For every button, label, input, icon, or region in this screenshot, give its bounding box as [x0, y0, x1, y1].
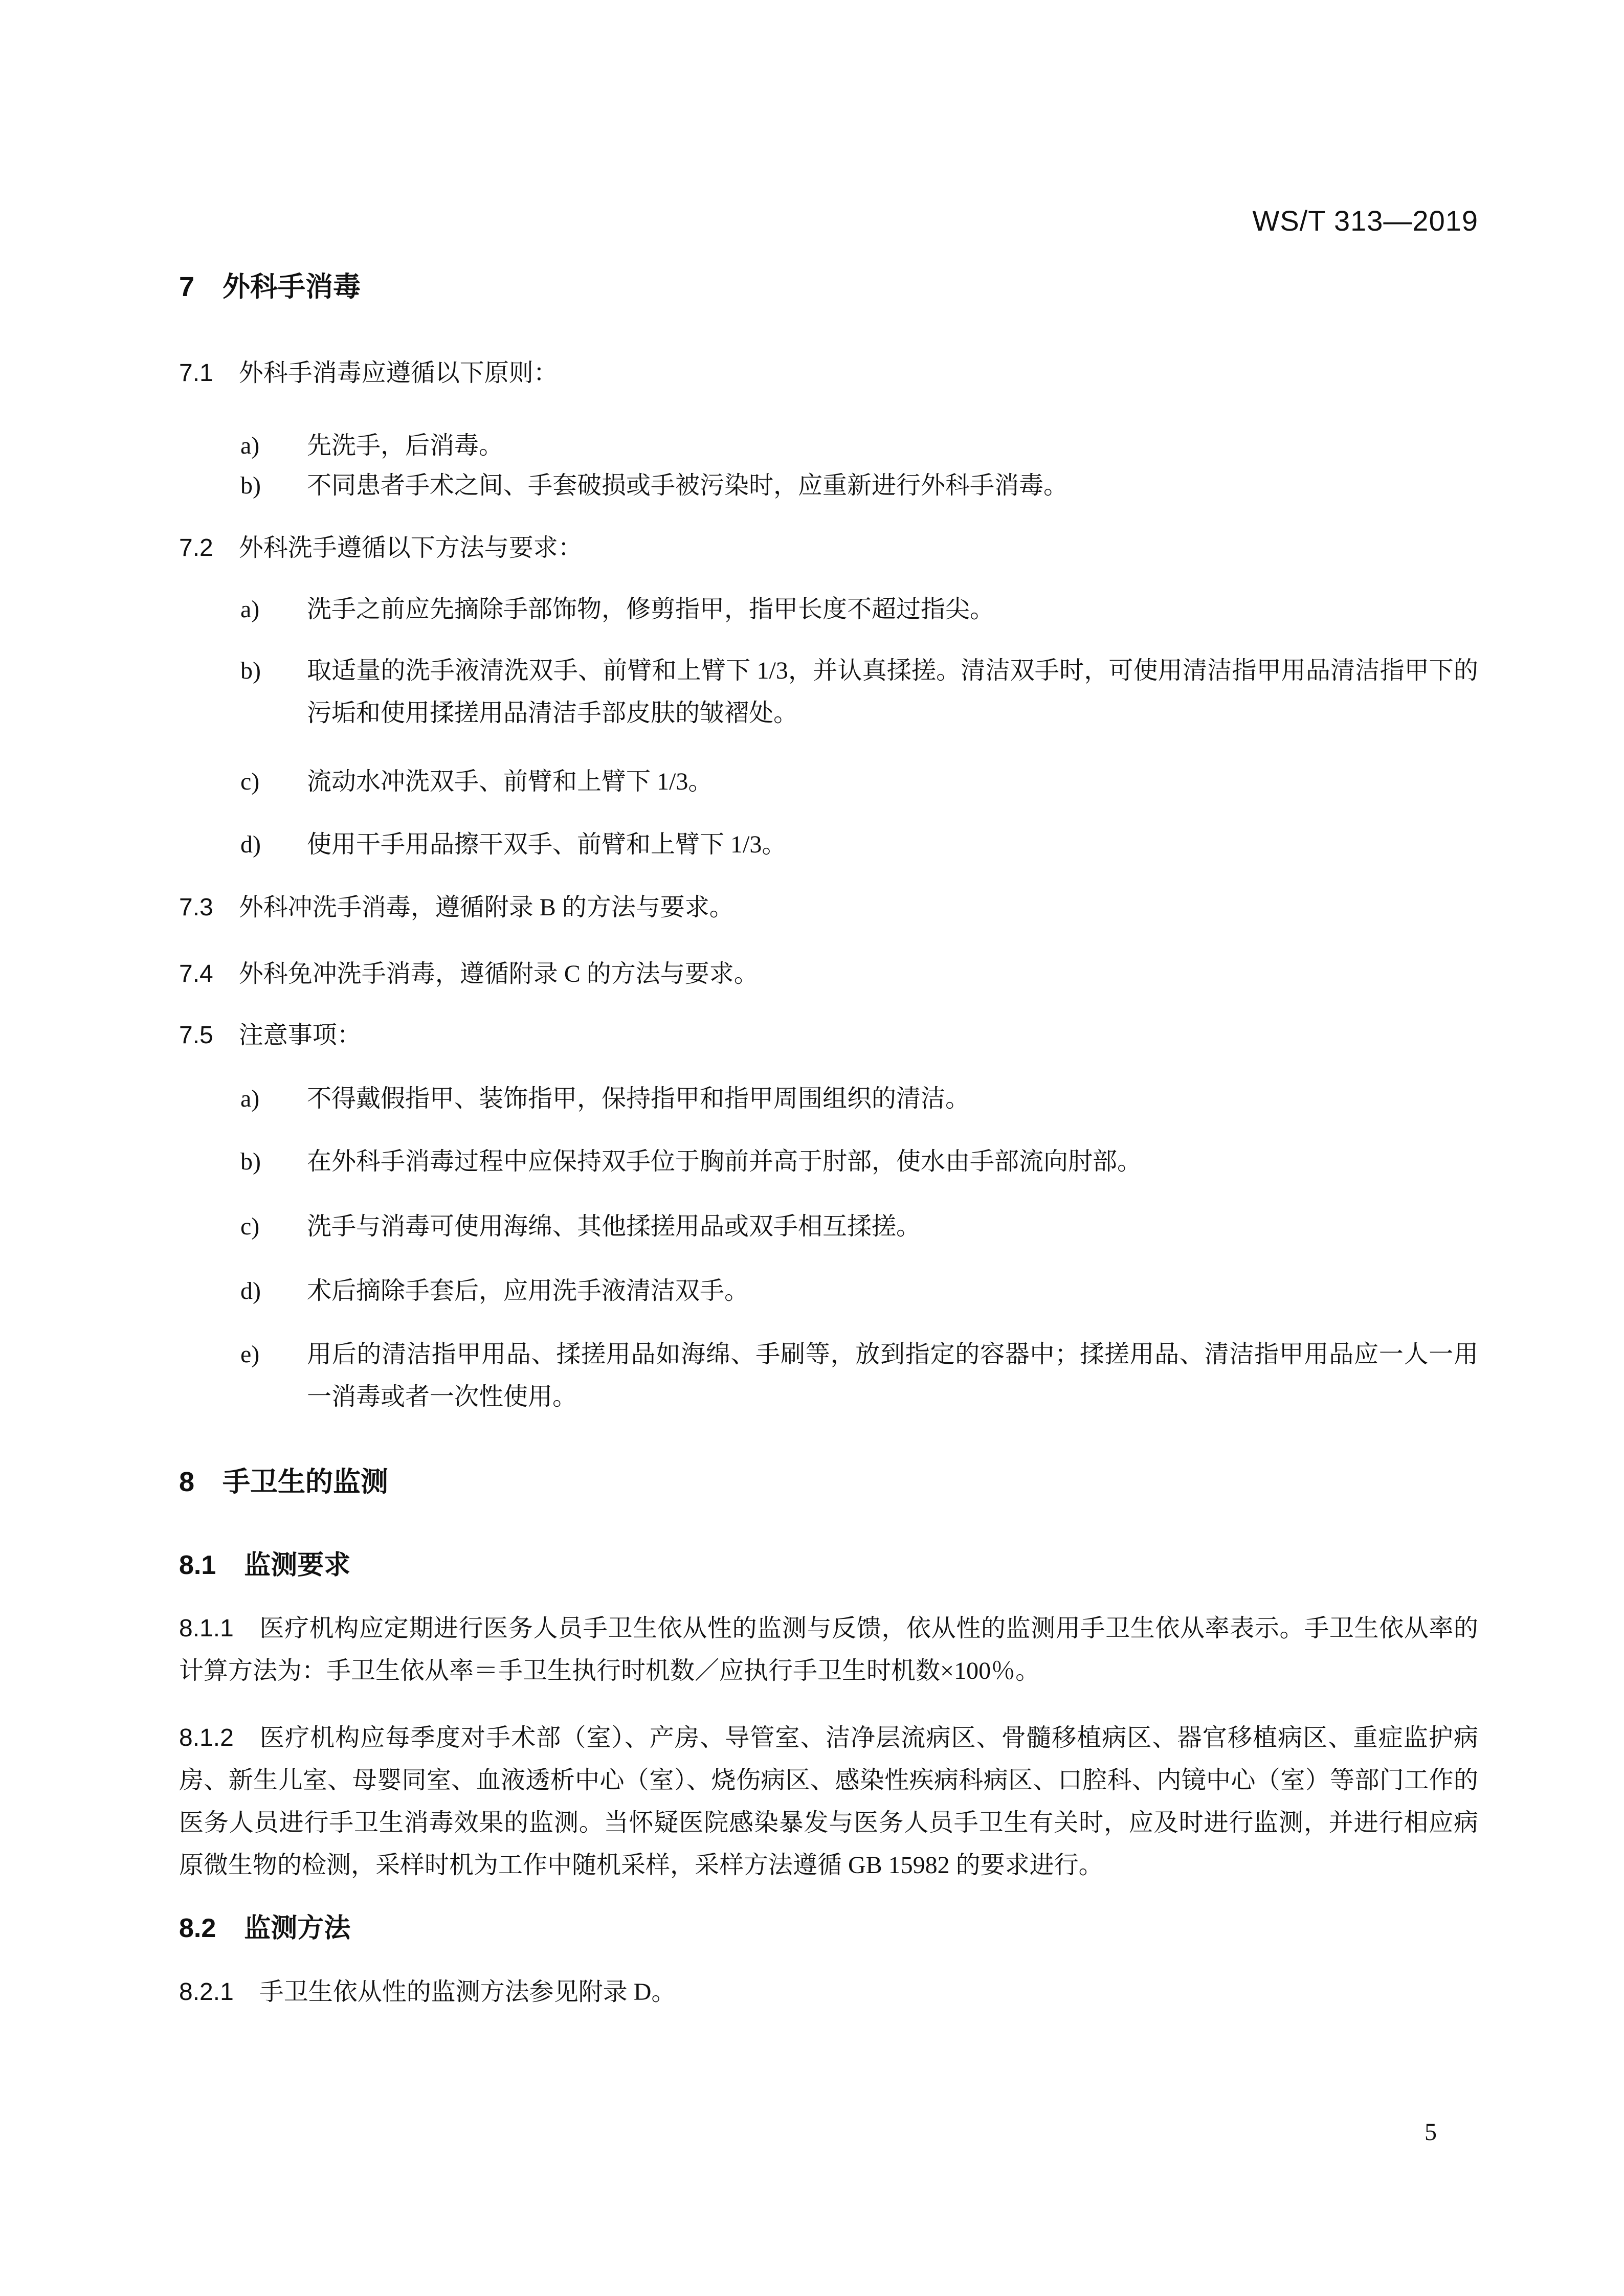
list-marker: e) — [240, 1341, 260, 1368]
list-7-1 — [240, 426, 1478, 506]
list-marker: b) — [240, 1148, 261, 1175]
list-text: 先洗手，后消毒。 — [307, 432, 504, 459]
section-number: 8.2 — [179, 1914, 216, 1943]
clause-number: 8.2.1 — [179, 1978, 234, 2006]
section-number: 8 — [179, 1467, 195, 1497]
clause-number: 7.2 — [179, 534, 213, 561]
clause-text: 外科洗手遵循以下方法与要求： — [238, 534, 583, 561]
clause-8-1-2 — [179, 1717, 1478, 1886]
list-text: 在外科手消毒过程中应保持双手位于胸前并高于肘部，使水由手部流向肘部。 — [307, 1148, 1142, 1175]
list-text: 使用干手用品擦干双手、前臂和上臂下 1/3。 — [307, 831, 787, 858]
list-item — [240, 1333, 1478, 1418]
section-number: 8.1 — [179, 1550, 216, 1580]
clause-number: 7.4 — [179, 960, 213, 987]
list-item — [240, 823, 1478, 866]
clause-7-5 — [179, 1014, 1478, 1056]
list-item — [240, 466, 1478, 506]
list-marker: c) — [240, 1213, 260, 1240]
clause-7-1 — [179, 352, 1478, 394]
clause-7-3 — [179, 886, 1478, 929]
list-marker: d) — [240, 1277, 261, 1304]
list-marker: b) — [240, 472, 261, 499]
list-item — [240, 426, 1478, 466]
list-text: 术后摘除手套后，应用洗手液清洁双手。 — [307, 1277, 749, 1304]
clause-text: 外科免冲洗手消毒，遵循附录 C 的方法与要求。 — [238, 960, 759, 987]
clause-7-4 — [179, 953, 1478, 995]
page-number: 5 — [1425, 2119, 1437, 2146]
clause-text: 外科手消毒应遵循以下原则： — [238, 359, 558, 387]
list-marker: b) — [240, 657, 261, 684]
clause-text: 医疗机构应定期进行医务人员手卫生依从性的监测与反馈，依从性的监测用手卫生依从率表示。手卫生依从率的计算方法为：手卫生依从率＝手卫生执行时机数／应执行手卫生时机数×100％。 — [179, 1615, 1478, 1684]
list-7-2 — [240, 588, 1478, 866]
list-text: 不同患者手术之间、手套破损或手被污染时，应重新进行外科手消毒。 — [307, 472, 1069, 499]
standard-code: WS/T 313—2019 — [1252, 205, 1478, 237]
list-marker: a) — [240, 432, 260, 459]
clause-text: 医疗机构应每季度对手术部（室）、产房、导管室、洁净层流病区、骨髓移植病区、器官移植病区、重症监护病房、新生儿室、母婴同室、血液透析中心（室）、烧伤病区、感染性疾病科病区、口腔科、内镜中心（室）等部门工作的医务人员进行手卫生消毒效果的监测。当怀疑医院感染暴发与医务人员手卫生有关时，应及时进行监测，并进行相应病原微生物的检测，采样时机为工作中随机采样，采样方法遵循 GB 15982 的要求进行。 — [179, 1724, 1478, 1879]
list-text: 不得戴假指甲、装饰指甲，保持指甲和指甲周围组织的清洁。 — [307, 1085, 970, 1112]
list-item — [240, 760, 1478, 803]
list-7-5 — [240, 1077, 1478, 1418]
clause-text: 注意事项： — [238, 1022, 362, 1049]
section-title: 外科手消毒 — [223, 272, 361, 302]
section-title: 手卫生的监测 — [223, 1467, 389, 1497]
list-item — [240, 649, 1478, 734]
list-item — [240, 588, 1478, 631]
clause-8-1-1 — [179, 1607, 1478, 1692]
list-text: 取适量的洗手液清洗双手、前臂和上臂下 1/3，并认真揉搓。清洁双手时，可使用清洁指甲用品清洁指甲下的污垢和使用揉搓用品清洁手部皮肤的皱褶处。 — [307, 657, 1478, 727]
list-marker: d) — [240, 831, 261, 858]
list-text: 流动水冲洗双手、前臂和上臂下 1/3。 — [307, 768, 713, 795]
standard-code-header — [179, 199, 1478, 242]
list-marker: a) — [240, 1085, 260, 1112]
list-marker: a) — [240, 596, 260, 623]
clause-number: 7.1 — [179, 359, 213, 387]
list-marker: c) — [240, 768, 260, 795]
list-item — [240, 1205, 1478, 1248]
list-item — [240, 1140, 1478, 1183]
clause-text: 外科冲洗手消毒，遵循附录 B 的方法与要求。 — [238, 894, 734, 921]
section-heading-8-1 — [179, 1544, 1478, 1587]
clause-number: 8.1.2 — [179, 1724, 234, 1751]
section-heading-8 — [179, 1461, 1478, 1503]
clause-number: 7.5 — [179, 1022, 213, 1049]
clause-7-2 — [179, 527, 1478, 569]
list-text: 洗手之前应先摘除手部饰物，修剪指甲，指甲长度不超过指尖。 — [307, 596, 995, 623]
clause-number: 7.3 — [179, 894, 213, 921]
document-content — [179, 0, 1478, 2013]
clause-8-2-1 — [179, 1971, 1478, 2013]
list-text: 洗手与消毒可使用海绵、其他揉搓用品或双手相互揉搓。 — [307, 1213, 921, 1240]
list-item — [240, 1270, 1478, 1312]
section-title: 监测要求 — [244, 1550, 351, 1580]
list-text: 用后的清洁指甲用品、揉搓用品如海绵、手刷等，放到指定的容器中；揉搓用品、清洁指甲用品应一人一用一消毒或者一次性使用。 — [307, 1341, 1478, 1410]
section-heading-7 — [179, 266, 1478, 308]
section-title: 监测方法 — [244, 1914, 351, 1943]
clause-number: 8.1.1 — [179, 1615, 234, 1642]
section-number: 7 — [179, 272, 195, 302]
section-heading-8-2 — [179, 1907, 1478, 1950]
clause-text: 手卫生依从性的监测方法参见附录 D。 — [259, 1978, 676, 2006]
list-item — [240, 1077, 1478, 1120]
